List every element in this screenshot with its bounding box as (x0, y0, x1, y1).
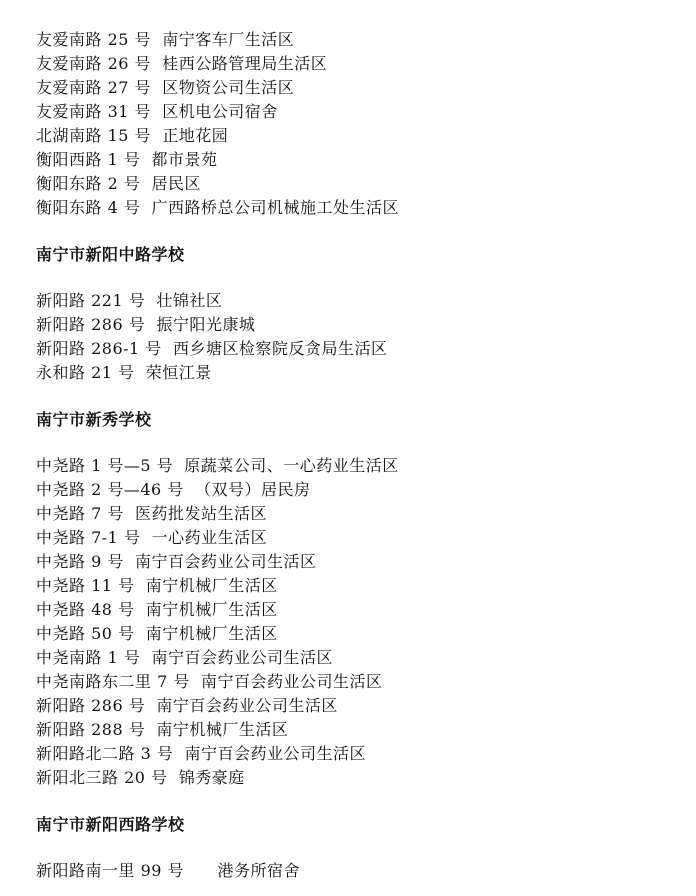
address-list-continued (36, 28, 676, 220)
address-line: 友爱南路 27 号 区物资公司生活区 (36, 78, 295, 97)
address-line: 新阳路北二路 3 号 南宁百会药业公司生活区 (36, 744, 367, 763)
address-line: 友爱南路 31 号 区机电公司宿舍 (36, 102, 278, 121)
address-line: 新阳路南一里 99 号 港务所宿舍 (36, 861, 301, 880)
address-line: 永和路 21 号 荣恒江景 (36, 363, 212, 382)
address-list (36, 859, 676, 883)
address-line: 中尧路 48 号 南宁机械厂生活区 (36, 600, 278, 619)
address-line: 新阳路 286-1 号 西乡塘区检察院反贪局生活区 (36, 339, 388, 358)
address-line: 新阳路 286 号 南宁百会药业公司生活区 (36, 696, 338, 715)
address-line: 友爱南路 26 号 桂西公路管理局生活区 (36, 54, 328, 73)
address-line: 中尧路 7 号 医药批发站生活区 (36, 504, 268, 523)
address-line: 中尧南路 1 号 南宁百会药业公司生活区 (36, 648, 334, 667)
address-line: 新阳路 221 号 壮锦社区 (36, 291, 223, 310)
address-line: 新阳路 288 号 南宁机械厂生活区 (36, 720, 289, 739)
address-line: 中尧南路东二里 7 号 南宁百会药业公司生活区 (36, 672, 383, 691)
address-line: 衡阳东路 2 号 居民区 (36, 174, 202, 193)
address-line: 中尧路 50 号 南宁机械厂生活区 (36, 624, 278, 643)
document-page (36, 28, 676, 883)
address-line: 中尧路 11 号 南宁机械厂生活区 (36, 576, 278, 595)
school-heading: 南宁市新阳西路学校 (36, 815, 185, 834)
address-line: 新阳北三路 20 号 锦秀豪庭 (36, 768, 245, 787)
address-line: 北湖南路 15 号 正地花园 (36, 126, 229, 145)
address-list (36, 289, 676, 385)
address-line: 友爱南路 25 号 南宁客车厂生活区 (36, 30, 295, 49)
address-line: 中尧路 1 号—5 号 原蔬菜公司、一心药业生活区 (36, 456, 399, 475)
address-line: 新阳路 286 号 振宁阳光康城 (36, 315, 256, 334)
address-line: 中尧路 9 号 南宁百会药业公司生活区 (36, 552, 317, 571)
address-line: 衡阳西路 1 号 都市景苑 (36, 150, 218, 169)
address-list (36, 454, 676, 790)
school-heading: 南宁市新秀学校 (36, 410, 152, 429)
address-line: 中尧路 7-1 号 一心药业生活区 (36, 528, 268, 547)
address-line: 中尧路 2 号—46 号 （双号）居民房 (36, 480, 311, 499)
school-heading: 南宁市新阳中路学校 (36, 245, 185, 264)
address-line: 衡阳东路 4 号 广西路桥总公司机械施工处生活区 (36, 198, 400, 217)
